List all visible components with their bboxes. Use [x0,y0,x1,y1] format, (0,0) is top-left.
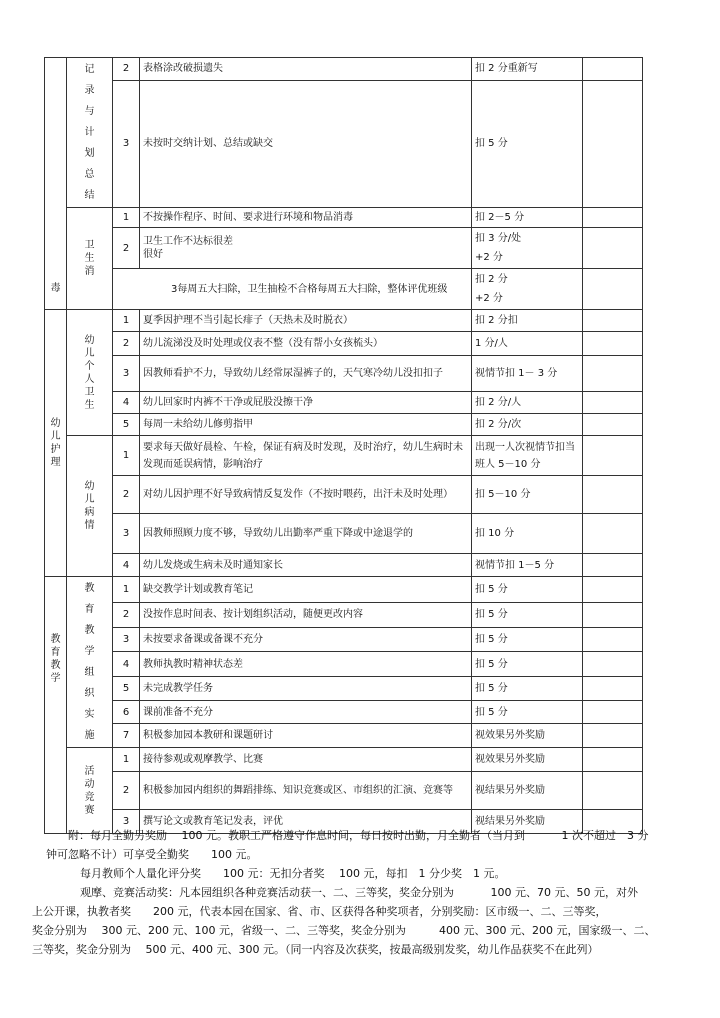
row-number: 4 [113,651,140,677]
row-score [583,514,643,554]
row-description: 卫生工作不达标很差 很好 [140,228,472,269]
row-score [583,476,643,514]
row-number: 1 [113,208,140,228]
table-row [45,80,643,207]
row-deduction: 视情节扣 1－ 3 分 [472,356,583,392]
table-row [45,436,643,476]
row-score [583,332,643,356]
row-deduction: 扣 5 分 [472,80,583,207]
table-row [45,628,643,652]
group-cell-care: 幼 儿 护 理 [45,310,67,577]
row-description: 3每周五大扫除，卫生抽检不合格每周五大扫除，整体评优班级 [113,269,472,310]
row-deduction: 扣 10 分 [472,514,583,554]
table-row [45,392,643,414]
row-deduction: 扣 5 分 [472,577,583,603]
row-description: 夏季因护理不当引起长痱子（天热未及时脱衣） [140,310,472,332]
row-score [583,269,643,310]
table-row [45,476,643,514]
row-number: 3 [113,80,140,207]
note-line: 上公开课，执教者奖 200 元，代表本园在国家、省、市、区获得各种奖项者，分别奖励：区市级一、二、三等奖， [32,905,607,918]
row-description: 幼儿发烧或生病未及时通知家长 [140,554,472,577]
table-row [45,58,643,81]
row-description: 每周一未给幼儿修剪指甲 [140,414,472,436]
row-number: 3 [113,356,140,392]
table-row [45,577,643,603]
row-score [583,700,643,724]
row-description: 没按作息时间表、按计划组织活动，随便更改内容 [140,602,472,628]
row-deduction: 扣 5 分 [472,628,583,652]
row-deduction: 扣 2 分/次 [472,414,583,436]
row-deduction: 出现一人次视情节扣当班人 5－10 分 [472,436,583,476]
row-score [583,228,643,269]
table-row [45,772,643,810]
table-row [45,228,643,269]
row-description: 因教师看护不力，导致幼儿经常尿湿裤子的，天气寒冷幼儿没扣扣子 [140,356,472,392]
row-number: 2 [113,332,140,356]
row-deduction: 1 分/人 [472,332,583,356]
note-line: 附：每月全勤另奖励 100 元。教职工严格遵守作息时间，每日按时出勤，月全勤者（当月到 1 次不超过 3 分 [68,829,649,842]
row-number: 4 [113,392,140,414]
row-deduction: 视效果另外奖励 [472,724,583,748]
note-line: 奖金分别为 300 元、200 元、100 元，省级一、二、三等奖，奖金分别为 400 元、300 元、200 元，国家级一、二、 [32,924,656,937]
row-description: 未按要求备课或备课不充分 [140,628,472,652]
sub-cell-records: 记 录 与 计 划 总 结 [67,58,113,208]
row-deduction: 视结果另外奖励 [472,772,583,810]
table-row [45,724,643,748]
assessment-table [44,57,643,834]
row-deduction: 扣 5 分 [472,602,583,628]
note-line: 观摩、竞赛活动奖：凡本园组织各种竞赛活动获一、二、三等奖，奖金分别为 100 元、70 元、50 元，对外 [80,886,638,899]
row-score [583,208,643,228]
row-deduction: 扣 2 分重新写 [472,58,583,81]
row-description: 幼儿流涕没及时处理或仪表不整（没有帮小女孩梳头） [140,332,472,356]
table-row [45,748,643,772]
table-row [45,602,643,628]
row-score [583,392,643,414]
row-deduction: 视结果另外奖励 [472,810,583,834]
table-row [45,700,643,724]
table-row [45,514,643,554]
row-deduction: 扣 2 分 +2 分 [472,269,583,310]
row-description: 表格涂改破损遗失 [140,58,472,81]
row-number: 6 [113,700,140,724]
sub-cell-illness: 幼 儿 病 情 [67,436,113,577]
note-line: 每月教师个人量化评分奖 100 元：无扣分者奖 100 元，每扣 1 分少奖 1 元。 [80,867,506,880]
row-number: 1 [113,577,140,603]
table-row [45,414,643,436]
row-number: 3 [113,514,140,554]
row-score [583,356,643,392]
row-deduction: 扣 5 分 [472,651,583,677]
table-row [45,208,643,228]
row-number: 7 [113,724,140,748]
row-score [583,554,643,577]
table-row [45,554,643,577]
row-number: 2 [113,772,140,810]
row-number: 2 [113,476,140,514]
row-deduction: 扣 2 分/人 [472,392,583,414]
row-description: 接待参观或观摩教学、比赛 [140,748,472,772]
row-number: 3 [113,628,140,652]
row-deduction: 扣 5 分 [472,700,583,724]
row-score [583,80,643,207]
row-description: 积极参加园内组织的舞蹈排练、知识竞赛或区、市组织的汇演、竞赛等 [140,772,472,810]
row-deduction: 扣 3 分/处 +2 分 [472,228,583,269]
appendix-notes [32,826,674,959]
row-number: 5 [113,414,140,436]
row-score [583,414,643,436]
sub-cell-teaching: 教 育 教 学 组 织 实 施 [67,577,113,748]
row-score [583,677,643,701]
row-score [583,602,643,628]
row-score [583,628,643,652]
sub-cell-activity: 活 动 竞 赛 [67,748,113,834]
row-description: 教师执教时精神状态差 [140,651,472,677]
row-number: 5 [113,677,140,701]
table-row [45,310,643,332]
row-deduction: 扣 2 分扣 [472,310,583,332]
row-number: 3 [113,810,140,834]
row-number: 4 [113,554,140,577]
row-deduction: 视情节扣 1－5 分 [472,554,583,577]
note-line: 钟可忽略不计）可享受全勤奖 100 元。 [46,848,258,861]
table-row [45,356,643,392]
row-score [583,724,643,748]
row-description: 幼儿回家时内裤不干净或屁股没擦干净 [140,392,472,414]
row-number: 2 [113,228,140,269]
row-score [583,748,643,772]
row-description: 缺交教学计划或教育笔记 [140,577,472,603]
row-description: 课前准备不充分 [140,700,472,724]
row-score [583,577,643,603]
table-row [45,332,643,356]
row-description: 未按时交纳计划、总结或缺交 [140,80,472,207]
sub-cell-hygiene: 卫 生 消 [67,208,113,310]
row-deduction: 扣 5 分 [472,677,583,701]
row-number: 2 [113,58,140,81]
row-deduction: 视效果另外奖励 [472,748,583,772]
row-score [583,651,643,677]
note-line: 三等奖，奖金分别为 500 元、400 元、300 元。（同一内容及次获奖，按最高级别发奖，幼儿作品获奖不在此列） [32,943,599,956]
row-score [583,772,643,810]
group-cell-teach: 教 育 教 学 [45,577,67,834]
row-number: 1 [113,310,140,332]
row-description: 因教师照顾力度不够，导致幼儿出勤率严重下降或中途退学的 [140,514,472,554]
row-description: 积极参加园本教研和课题研讨 [140,724,472,748]
row-description: 不按操作程序、时间、要求进行环境和物品消毒 [140,208,472,228]
row-number: 2 [113,602,140,628]
row-description: 要求每天做好晨检、午检，保证有病及时发现，及时治疗，幼儿生病时未发现而延误病情，影响治疗 [140,436,472,476]
group-cell-disinfect: 毒 [45,58,67,310]
row-description: 对幼儿因护理不好导致病情反复发作（不按时喂药，出汗未及时处理） [140,476,472,514]
row-number: 1 [113,748,140,772]
row-score [583,310,643,332]
row-deduction: 扣 2－5 分 [472,208,583,228]
table-row [45,651,643,677]
sub-cell-personal: 幼 儿 个 人 卫 生 [67,310,113,436]
row-deduction: 扣 5－10 分 [472,476,583,514]
row-description: 未完成教学任务 [140,677,472,701]
row-score [583,436,643,476]
row-number: 1 [113,436,140,476]
table-row [45,269,643,310]
row-score [583,58,643,81]
row-description: 撰写论文或教育笔记发表，评优 [140,810,472,834]
table-row [45,677,643,701]
